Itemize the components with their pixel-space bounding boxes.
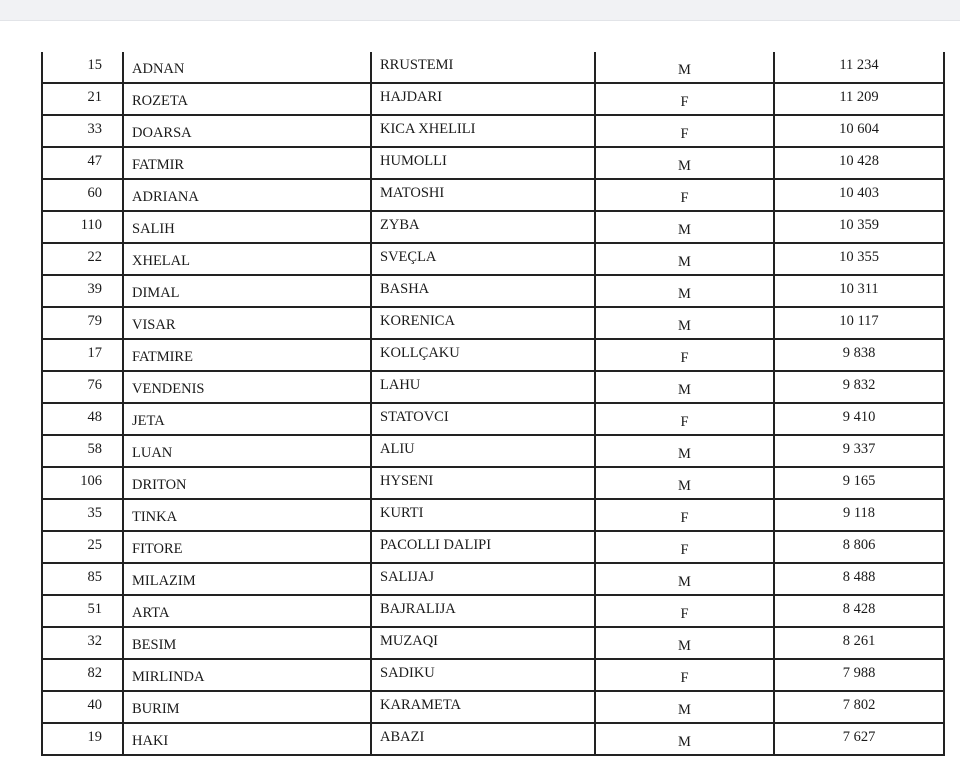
candidate-number: 85 — [87, 569, 102, 585]
last-name-cell — [371, 243, 595, 275]
first-name: ADRIANA — [132, 188, 199, 205]
vote-count-cell — [774, 659, 944, 691]
candidate-number-cell — [42, 691, 123, 723]
last-name-cell — [371, 659, 595, 691]
last-name: SVEÇLA — [380, 249, 437, 265]
gender-cell — [595, 147, 774, 179]
candidate-number: 33 — [87, 121, 102, 137]
candidate-number-cell — [42, 403, 123, 435]
last-name-cell — [371, 563, 595, 595]
last-name-cell — [371, 339, 595, 371]
candidate-number: 110 — [80, 217, 102, 233]
gender-cell — [595, 275, 774, 307]
last-name: LAHU — [380, 377, 421, 393]
gender-cell — [595, 243, 774, 275]
last-name: KARAMETA — [380, 697, 462, 713]
first-name-cell — [123, 211, 371, 243]
vote-count-cell — [774, 115, 944, 147]
candidate-number: 47 — [87, 153, 102, 169]
last-name-cell — [371, 499, 595, 531]
gender: M — [678, 637, 691, 654]
vote-count: 11 234 — [839, 57, 879, 73]
vote-count: 9 337 — [842, 441, 876, 457]
candidate-number: 40 — [87, 697, 102, 713]
candidate-number: 25 — [87, 537, 102, 553]
candidate-number: 48 — [87, 409, 102, 425]
vote-count-cell — [774, 595, 944, 627]
candidates-table — [41, 52, 945, 756]
last-name: BAJRALIJA — [380, 601, 456, 617]
table-row — [42, 659, 944, 691]
gender: F — [680, 541, 689, 558]
document-page — [0, 21, 960, 783]
first-name-cell — [123, 627, 371, 659]
last-name-cell — [371, 691, 595, 723]
first-name-cell — [123, 83, 371, 115]
table-row — [42, 275, 944, 307]
table-row — [42, 371, 944, 403]
vote-count-cell — [774, 275, 944, 307]
candidate-number-cell — [42, 307, 123, 339]
table-row — [42, 723, 944, 755]
vote-count-cell — [774, 371, 944, 403]
candidate-number: 79 — [87, 313, 102, 329]
vote-count-cell — [774, 403, 944, 435]
gender: M — [678, 701, 691, 718]
vote-count: 8 806 — [842, 537, 876, 553]
vote-count: 9 838 — [842, 345, 876, 361]
candidate-number: 106 — [80, 473, 102, 489]
table-row — [42, 243, 944, 275]
first-name-cell — [123, 403, 371, 435]
candidate-number: 22 — [87, 249, 102, 265]
candidate-number: 58 — [87, 441, 102, 457]
gender: M — [678, 221, 691, 238]
gender-cell — [595, 371, 774, 403]
gender-cell — [595, 211, 774, 243]
gender-cell — [595, 691, 774, 723]
gender: M — [678, 573, 691, 590]
last-name-cell — [371, 179, 595, 211]
candidate-number-cell — [42, 723, 123, 755]
last-name: KICA XHELILI — [380, 121, 476, 137]
candidate-number-cell — [42, 499, 123, 531]
candidate-number-cell — [42, 435, 123, 467]
first-name-cell — [123, 435, 371, 467]
gender-cell — [595, 115, 774, 147]
candidate-number-cell — [42, 659, 123, 691]
vote-count: 10 359 — [839, 217, 879, 233]
first-name-cell — [123, 339, 371, 371]
first-name-cell — [123, 307, 371, 339]
first-name-cell — [123, 531, 371, 563]
first-name: JETA — [132, 412, 165, 429]
vote-count-cell — [774, 307, 944, 339]
first-name-cell — [123, 371, 371, 403]
first-name-cell — [123, 275, 371, 307]
gender: F — [680, 605, 689, 622]
first-name: DOARSA — [132, 124, 192, 141]
vote-count-cell — [774, 211, 944, 243]
last-name-cell — [371, 467, 595, 499]
candidate-number-cell — [42, 595, 123, 627]
gender-cell — [595, 83, 774, 115]
vote-count: 10 403 — [839, 185, 879, 201]
vote-count: 7 802 — [842, 697, 876, 713]
vote-count-cell — [774, 531, 944, 563]
last-name-cell — [371, 147, 595, 179]
table-row — [42, 403, 944, 435]
first-name-cell — [123, 243, 371, 275]
gender: M — [678, 61, 691, 78]
first-name-cell — [123, 147, 371, 179]
last-name: ZYBA — [380, 217, 420, 233]
table-body — [42, 52, 944, 755]
vote-count-cell — [774, 243, 944, 275]
first-name: DIMAL — [132, 284, 180, 301]
last-name-cell — [371, 531, 595, 563]
first-name: BURIM — [132, 700, 180, 717]
gender-cell — [595, 627, 774, 659]
vote-count: 9 832 — [842, 377, 876, 393]
table-row — [42, 435, 944, 467]
first-name-cell — [123, 691, 371, 723]
vote-count-cell — [774, 83, 944, 115]
candidate-number: 19 — [87, 729, 102, 745]
first-name-cell — [123, 659, 371, 691]
last-name-cell — [371, 83, 595, 115]
vote-count: 8 488 — [842, 569, 876, 585]
vote-count: 8 428 — [842, 601, 876, 617]
first-name: XHELAL — [132, 252, 190, 269]
last-name-cell — [371, 115, 595, 147]
table-row — [42, 307, 944, 339]
last-name-cell — [371, 275, 595, 307]
vote-count: 9 118 — [842, 505, 876, 521]
viewer-top-bar — [0, 0, 960, 21]
last-name-cell — [371, 627, 595, 659]
vote-count-cell — [774, 435, 944, 467]
candidate-number-cell — [42, 147, 123, 179]
first-name-cell — [123, 52, 371, 83]
first-name: LUAN — [132, 444, 173, 461]
gender-cell — [595, 52, 774, 83]
gender-cell — [595, 435, 774, 467]
first-name: ROZETA — [132, 92, 189, 109]
gender: M — [678, 317, 691, 334]
last-name: BASHA — [380, 281, 430, 297]
candidate-number-cell — [42, 275, 123, 307]
vote-count: 9 165 — [842, 473, 876, 489]
last-name: SALIJAJ — [380, 569, 434, 585]
last-name: MUZAQI — [380, 633, 438, 649]
vote-count: 10 311 — [839, 281, 879, 297]
table-row — [42, 179, 944, 211]
first-name-cell — [123, 467, 371, 499]
first-name: SALIH — [132, 220, 175, 237]
first-name: FITORE — [132, 540, 183, 557]
candidate-number-cell — [42, 371, 123, 403]
candidate-number-cell — [42, 83, 123, 115]
table-row — [42, 499, 944, 531]
vote-count: 7 627 — [842, 729, 876, 745]
last-name-cell — [371, 595, 595, 627]
gender-cell — [595, 179, 774, 211]
last-name: HUMOLLI — [380, 153, 447, 169]
gender-cell — [595, 339, 774, 371]
first-name: FATMIR — [132, 156, 185, 173]
table-row — [42, 691, 944, 723]
last-name-cell — [371, 211, 595, 243]
last-name: HYSENI — [380, 473, 434, 489]
candidate-number: 35 — [87, 505, 102, 521]
candidate-number-cell — [42, 339, 123, 371]
gender: M — [678, 381, 691, 398]
gender: F — [680, 189, 689, 206]
gender: M — [678, 285, 691, 302]
table-row — [42, 52, 944, 83]
gender: M — [678, 253, 691, 270]
table-row — [42, 531, 944, 563]
vote-count: 8 261 — [842, 633, 876, 649]
candidate-number-cell — [42, 531, 123, 563]
gender: M — [678, 477, 691, 494]
first-name-cell — [123, 595, 371, 627]
candidate-number-cell — [42, 467, 123, 499]
vote-count-cell — [774, 691, 944, 723]
first-name: ARTA — [132, 604, 170, 621]
vote-count-cell — [774, 52, 944, 83]
gender-cell — [595, 723, 774, 755]
first-name-cell — [123, 563, 371, 595]
vote-count: 7 988 — [842, 665, 876, 681]
candidate-number-cell — [42, 179, 123, 211]
last-name: MATOSHI — [380, 185, 445, 201]
last-name: SADIKU — [380, 665, 435, 681]
first-name: VISAR — [132, 316, 176, 333]
first-name: MILAZIM — [132, 572, 196, 589]
gender-cell — [595, 563, 774, 595]
last-name: KOLLÇAKU — [380, 345, 460, 361]
gender-cell — [595, 499, 774, 531]
candidate-number: 82 — [87, 665, 102, 681]
candidate-number: 76 — [87, 377, 102, 393]
first-name: VENDENIS — [132, 380, 205, 397]
gender: F — [680, 349, 689, 366]
gender-cell — [595, 403, 774, 435]
vote-count: 10 428 — [839, 153, 879, 169]
vote-count: 11 209 — [839, 89, 879, 105]
last-name: HAJDARI — [380, 89, 443, 105]
gender: F — [680, 509, 689, 526]
vote-count-cell — [774, 723, 944, 755]
table-row — [42, 467, 944, 499]
last-name: KURTI — [380, 505, 424, 521]
first-name: DRITON — [132, 476, 187, 493]
gender: F — [680, 125, 689, 142]
table-row — [42, 147, 944, 179]
candidate-number-cell — [42, 627, 123, 659]
gender-cell — [595, 531, 774, 563]
first-name: TINKA — [132, 508, 178, 525]
last-name-cell — [371, 307, 595, 339]
vote-count-cell — [774, 563, 944, 595]
vote-count: 10 604 — [839, 121, 879, 137]
first-name: FATMIRE — [132, 348, 193, 365]
candidate-number: 15 — [87, 57, 102, 73]
vote-count: 10 355 — [839, 249, 879, 265]
candidate-number: 39 — [87, 281, 102, 297]
last-name-cell — [371, 371, 595, 403]
candidate-number: 60 — [87, 185, 102, 201]
table-row — [42, 83, 944, 115]
table-row — [42, 115, 944, 147]
vote-count-cell — [774, 339, 944, 371]
last-name-cell — [371, 723, 595, 755]
last-name: STATOVCI — [380, 409, 449, 425]
table-row — [42, 595, 944, 627]
last-name: RRUSTEMI — [380, 57, 454, 73]
vote-count-cell — [774, 499, 944, 531]
table-row — [42, 627, 944, 659]
gender: F — [680, 93, 689, 110]
first-name-cell — [123, 499, 371, 531]
gender-cell — [595, 467, 774, 499]
candidate-number: 17 — [87, 345, 102, 361]
first-name-cell — [123, 723, 371, 755]
candidate-number-cell — [42, 115, 123, 147]
gender-cell — [595, 595, 774, 627]
vote-count-cell — [774, 467, 944, 499]
table-row — [42, 211, 944, 243]
gender: M — [678, 445, 691, 462]
last-name-cell — [371, 52, 595, 83]
candidate-number-cell — [42, 52, 123, 83]
first-name: MIRLINDA — [132, 668, 205, 685]
first-name-cell — [123, 115, 371, 147]
candidate-number: 51 — [87, 601, 102, 617]
gender: F — [680, 413, 689, 430]
gender: M — [678, 733, 691, 750]
candidate-number-cell — [42, 211, 123, 243]
last-name-cell — [371, 435, 595, 467]
vote-count-cell — [774, 179, 944, 211]
first-name: BESIM — [132, 636, 177, 653]
gender: M — [678, 157, 691, 174]
first-name: ADNAN — [132, 60, 185, 77]
candidate-number-cell — [42, 563, 123, 595]
table-row — [42, 563, 944, 595]
table-row — [42, 339, 944, 371]
candidate-number: 32 — [87, 633, 102, 649]
candidate-number: 21 — [87, 89, 102, 105]
gender-cell — [595, 659, 774, 691]
gender-cell — [595, 307, 774, 339]
last-name-cell — [371, 403, 595, 435]
last-name: KORENICA — [380, 313, 455, 329]
last-name: PACOLLI DALIPI — [380, 537, 492, 553]
vote-count: 9 410 — [842, 409, 876, 425]
gender: F — [680, 669, 689, 686]
first-name-cell — [123, 179, 371, 211]
vote-count-cell — [774, 147, 944, 179]
vote-count: 10 117 — [839, 313, 879, 329]
vote-count-cell — [774, 627, 944, 659]
first-name: HAKI — [132, 732, 169, 749]
candidate-number-cell — [42, 243, 123, 275]
last-name: ABAZI — [380, 729, 425, 745]
last-name: ALIU — [380, 441, 415, 457]
